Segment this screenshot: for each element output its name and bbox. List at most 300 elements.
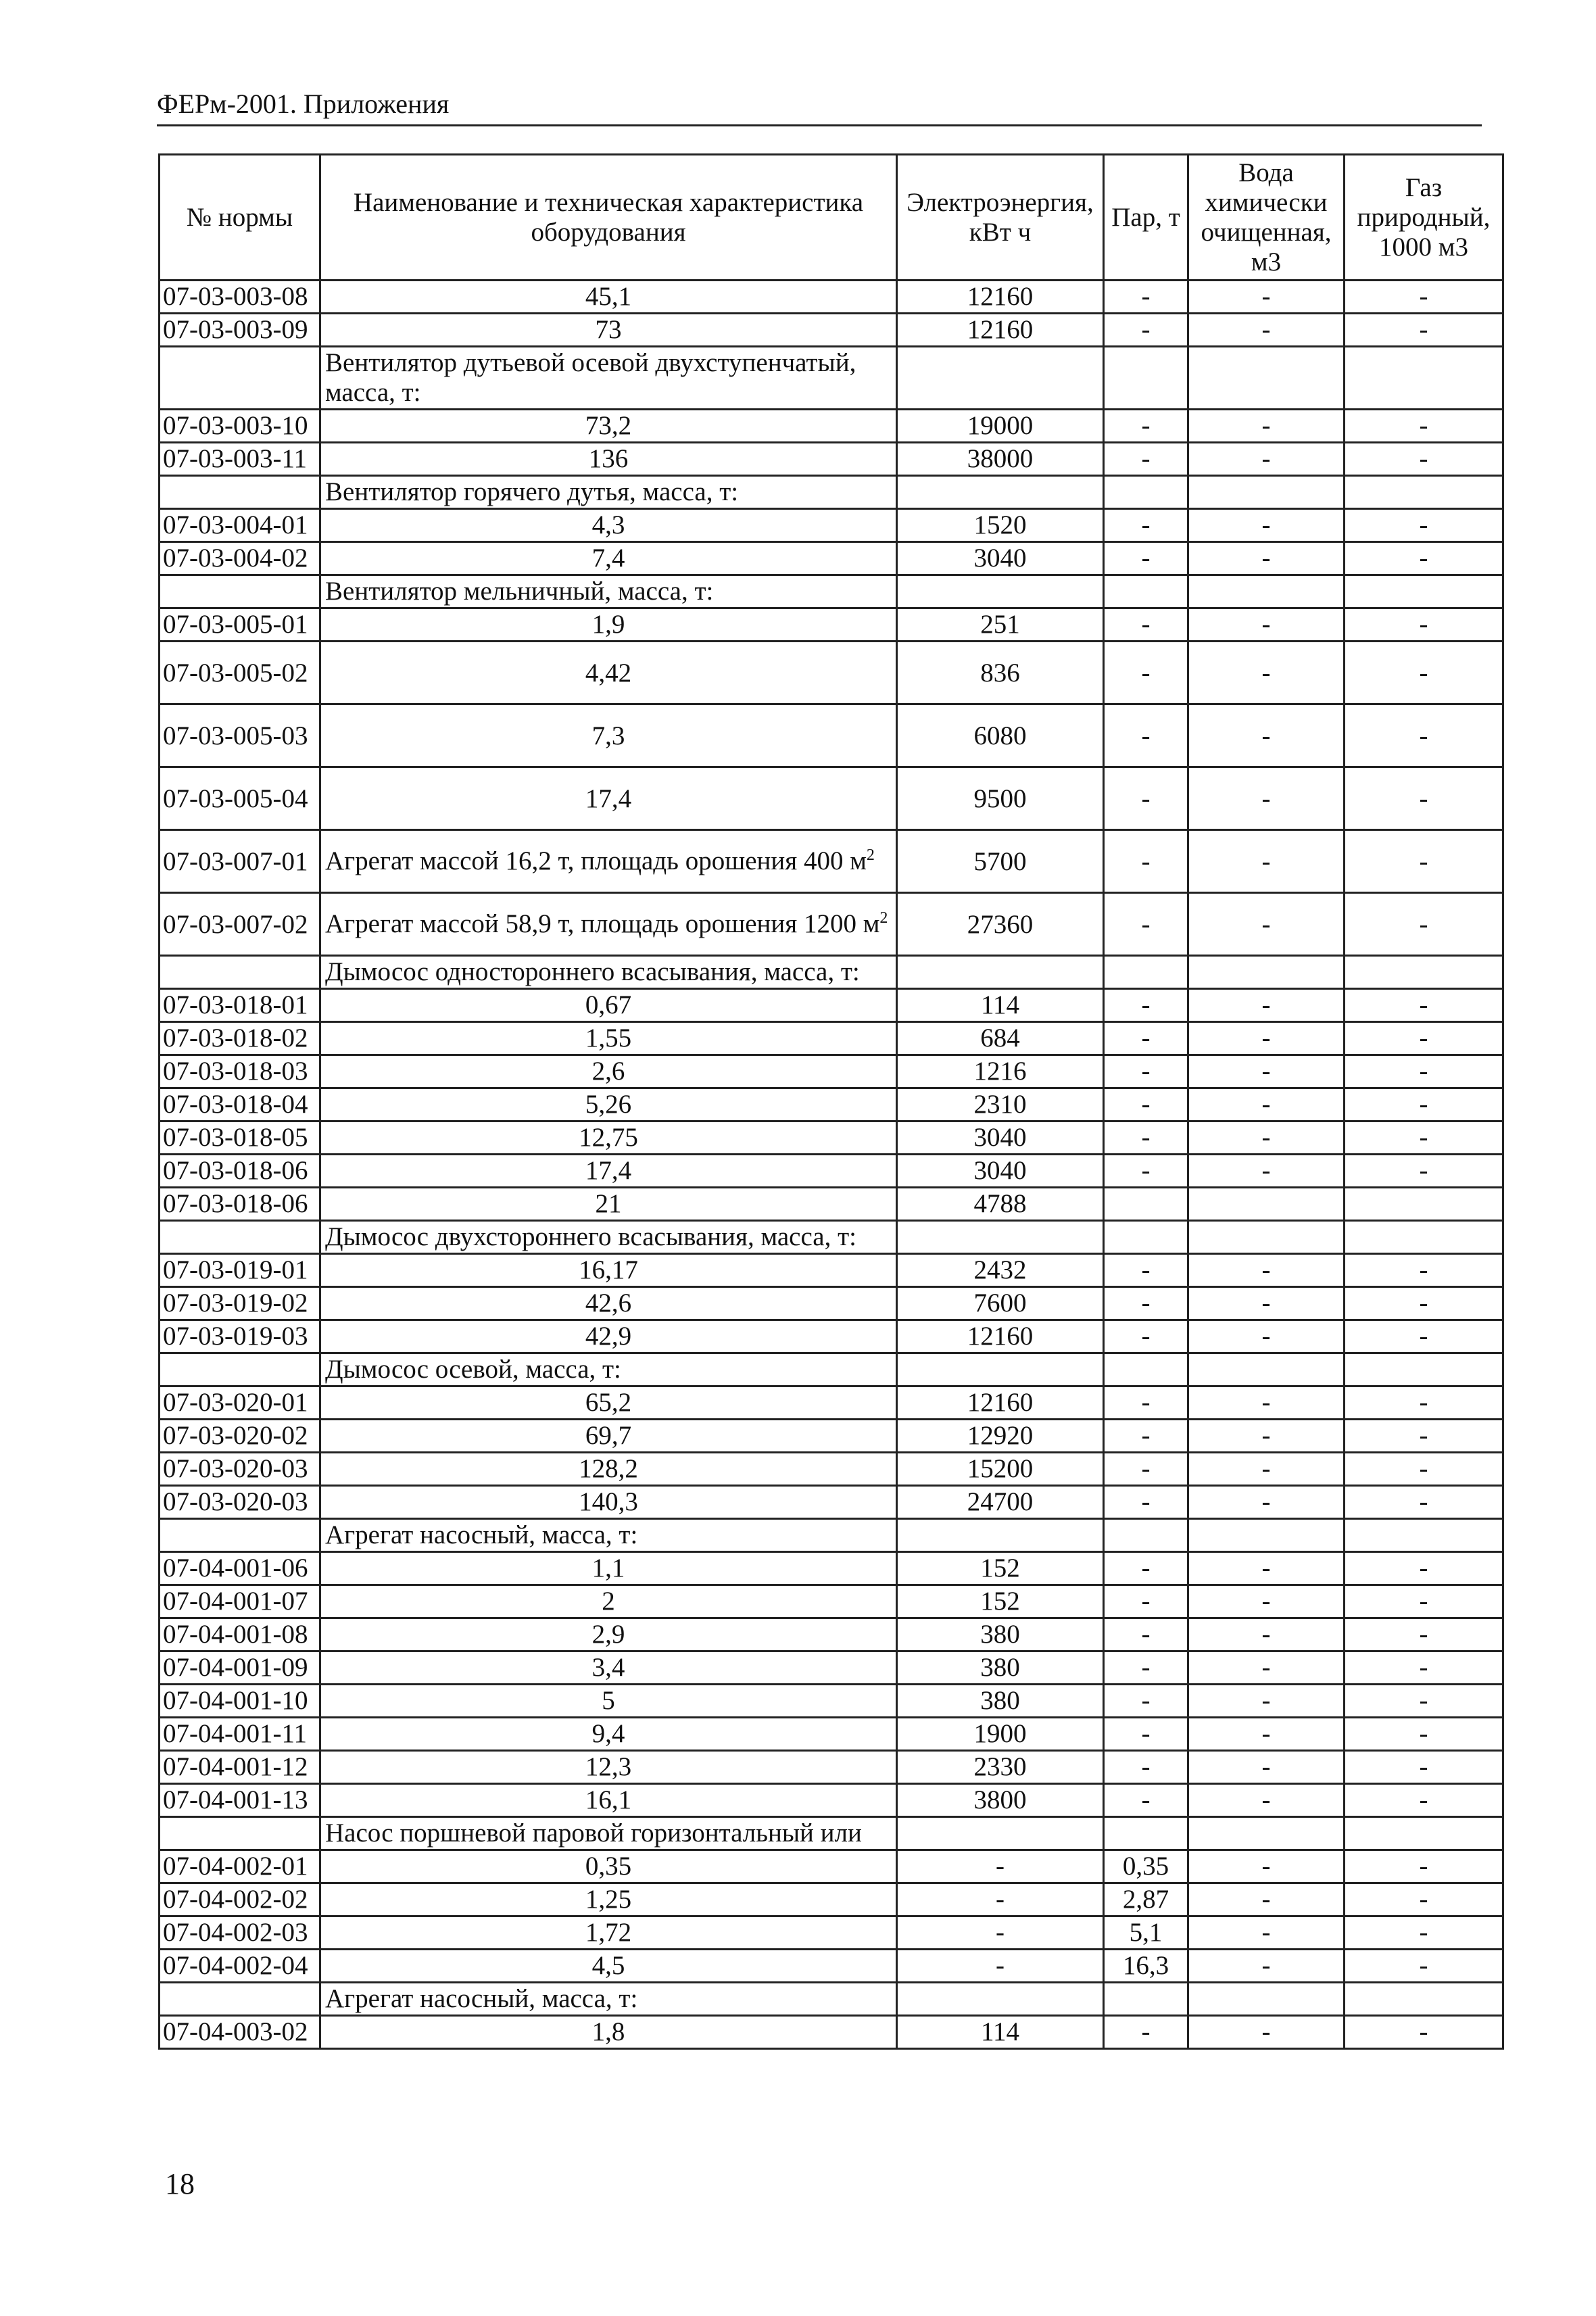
row-water: - — [1188, 767, 1345, 830]
row-steam-empty — [1104, 476, 1188, 509]
row-electricity: 1520 — [897, 509, 1104, 542]
row-gas: - — [1345, 1950, 1503, 1983]
row-code: 07-03-004-01 — [160, 509, 320, 542]
row-water: - — [1188, 542, 1345, 575]
row-parameter: 73 — [320, 314, 897, 347]
row-code-empty — [160, 1353, 320, 1386]
row-gas-empty — [1345, 1519, 1503, 1552]
row-parameter: 45,1 — [320, 281, 897, 314]
row-gas-empty — [1345, 347, 1503, 410]
row-parameter: 2,6 — [320, 1055, 897, 1088]
row-gas-empty — [1345, 956, 1503, 989]
row-electricity: 7600 — [897, 1287, 1104, 1320]
group-header-row — [160, 347, 1503, 410]
row-steam: - — [1104, 1651, 1188, 1685]
row-steam: 16,3 — [1104, 1950, 1188, 1983]
row-code: 07-03-018-04 — [160, 1088, 320, 1121]
row-water-empty — [1188, 1817, 1345, 1850]
table-row — [160, 1287, 1503, 1320]
row-code: 07-04-001-09 — [160, 1651, 320, 1685]
row-steam: - — [1104, 1088, 1188, 1121]
row-water: - — [1188, 989, 1345, 1022]
page-number: 18 — [165, 2167, 195, 2200]
row-water: - — [1188, 1254, 1345, 1287]
row-water: - — [1188, 443, 1345, 476]
row-electricity: 9500 — [897, 767, 1104, 830]
row-water: - — [1188, 1055, 1345, 1088]
row-code-empty — [160, 1983, 320, 2016]
group-header-row — [160, 956, 1503, 989]
row-steam: 2,87 — [1104, 1883, 1188, 1916]
row-code: 07-04-001-10 — [160, 1685, 320, 1718]
row-steam-empty — [1104, 956, 1188, 989]
row-gas-empty — [1345, 1817, 1503, 1850]
row-code: 07-03-003-08 — [160, 281, 320, 314]
row-electricity-empty — [897, 476, 1104, 509]
group-header-row — [160, 1221, 1503, 1254]
row-code: 07-03-018-03 — [160, 1055, 320, 1088]
row-steam: - — [1104, 608, 1188, 642]
group-label: Агрегат насосный, масса, т: — [320, 1983, 897, 2016]
row-steam: - — [1104, 1552, 1188, 1585]
row-code: 07-04-001-06 — [160, 1552, 320, 1585]
row-electricity: 15200 — [897, 1453, 1104, 1486]
table-row — [160, 608, 1503, 642]
table-row — [160, 767, 1503, 830]
row-steam: - — [1104, 542, 1188, 575]
row-electricity: 251 — [897, 608, 1104, 642]
row-gas: - — [1345, 704, 1503, 767]
row-code: 07-03-018-05 — [160, 1121, 320, 1155]
row-water: - — [1188, 1618, 1345, 1651]
row-electricity: - — [897, 1850, 1104, 1883]
row-electricity: 27360 — [897, 893, 1104, 956]
row-electricity: 38000 — [897, 443, 1104, 476]
row-steam: - — [1104, 1386, 1188, 1420]
row-gas-empty — [1345, 1353, 1503, 1386]
row-electricity-empty — [897, 1817, 1104, 1850]
group-label: Дымосос одностороннего всасывания, масса, т: — [320, 956, 897, 989]
row-water-empty — [1188, 347, 1345, 410]
group-label: Вентилятор дутьевой осевой двухступенчатый, масса, т: — [320, 347, 897, 410]
table-row — [160, 2016, 1503, 2049]
table-row — [160, 410, 1503, 443]
row-gas: - — [1345, 1022, 1503, 1055]
row-electricity-empty — [897, 956, 1104, 989]
table-row — [160, 1386, 1503, 1420]
row-water-empty — [1188, 956, 1345, 989]
row-water: - — [1188, 509, 1345, 542]
group-label: Агрегат насосный, масса, т: — [320, 1519, 897, 1552]
col-header-water — [1188, 155, 1345, 281]
row-steam: - — [1104, 1022, 1188, 1055]
row-electricity: 6080 — [897, 704, 1104, 767]
row-electricity: 380 — [897, 1685, 1104, 1718]
row-water: - — [1188, 1585, 1345, 1618]
row-gas: - — [1345, 1784, 1503, 1817]
row-parameter: 4,5 — [320, 1950, 897, 1983]
row-water: - — [1188, 608, 1345, 642]
row-electricity: - — [897, 1916, 1104, 1950]
table-row — [160, 1022, 1503, 1055]
row-parameter: 21 — [320, 1188, 897, 1221]
row-code: 07-03-018-06 — [160, 1188, 320, 1221]
row-electricity-empty — [897, 347, 1104, 410]
row-parameter: 2,9 — [320, 1618, 897, 1651]
row-parameter: 7,3 — [320, 704, 897, 767]
row-gas: - — [1345, 1850, 1503, 1883]
table-row — [160, 1486, 1503, 1519]
row-gas: - — [1345, 642, 1503, 704]
row-code: 07-03-019-02 — [160, 1287, 320, 1320]
row-water: - — [1188, 1751, 1345, 1784]
row-electricity: 1216 — [897, 1055, 1104, 1088]
row-electricity: 152 — [897, 1585, 1104, 1618]
table-row — [160, 1420, 1503, 1453]
table-row — [160, 1850, 1503, 1883]
row-parameter: 7,4 — [320, 542, 897, 575]
group-label: Насос поршневой паровой горизонтальный или — [320, 1817, 897, 1850]
row-code: 07-03-003-11 — [160, 443, 320, 476]
row-gas: - — [1345, 1751, 1503, 1784]
row-parameter: 4,3 — [320, 509, 897, 542]
row-gas: - — [1345, 1718, 1503, 1751]
col-header-electricity: Электроэнергия, кВт ч — [897, 155, 1104, 281]
row-water: - — [1188, 1850, 1345, 1883]
row-water: - — [1188, 1883, 1345, 1916]
row-steam: - — [1104, 893, 1188, 956]
table-row — [160, 1453, 1503, 1486]
row-code: 07-03-018-06 — [160, 1155, 320, 1188]
row-parameter: 0,67 — [320, 989, 897, 1022]
row-parameter: 1,1 — [320, 1552, 897, 1585]
row-steam-empty — [1104, 1221, 1188, 1254]
table-row — [160, 1155, 1503, 1188]
table-row — [160, 1121, 1503, 1155]
table-row — [160, 1188, 1503, 1221]
row-steam: - — [1104, 443, 1188, 476]
row-electricity: 152 — [897, 1552, 1104, 1585]
row-electricity-empty — [897, 1353, 1104, 1386]
row-water: - — [1188, 1287, 1345, 1320]
row-gas: - — [1345, 1453, 1503, 1486]
table-row — [160, 1088, 1503, 1121]
row-steam: - — [1104, 1784, 1188, 1817]
row-code-empty — [160, 1817, 320, 1850]
row-code-empty — [160, 575, 320, 608]
row-water-empty — [1188, 1983, 1345, 2016]
row-code: 07-03-005-03 — [160, 704, 320, 767]
row-steam: - — [1104, 1453, 1188, 1486]
row-steam: - — [1104, 642, 1188, 704]
row-code: 07-04-002-03 — [160, 1916, 320, 1950]
row-electricity: 12160 — [897, 1386, 1104, 1420]
row-water: - — [1188, 1916, 1345, 1950]
row-code: 07-03-007-02 — [160, 893, 320, 956]
row-water: - — [1188, 2016, 1345, 2049]
row-gas: - — [1345, 1320, 1503, 1353]
row-description-sup: 2 — [879, 909, 888, 927]
table-row — [160, 509, 1503, 542]
row-gas: - — [1345, 1155, 1503, 1188]
row-gas: - — [1345, 830, 1503, 893]
row-code-empty — [160, 1221, 320, 1254]
row-code: 07-04-001-11 — [160, 1718, 320, 1751]
col-header-steam: Пар, т — [1104, 155, 1188, 281]
row-steam-empty — [1104, 1817, 1188, 1850]
row-electricity: 2432 — [897, 1254, 1104, 1287]
row-gas: - — [1345, 1386, 1503, 1420]
row-parameter: 1,25 — [320, 1883, 897, 1916]
table-row — [160, 1055, 1503, 1088]
row-parameter: 69,7 — [320, 1420, 897, 1453]
row-steam: - — [1104, 1055, 1188, 1088]
row-electricity: 24700 — [897, 1486, 1104, 1519]
row-parameter: 1,55 — [320, 1022, 897, 1055]
group-label: Вентилятор горячего дутья, масса, т: — [320, 476, 897, 509]
table-row — [160, 314, 1503, 347]
row-code: 07-03-005-04 — [160, 767, 320, 830]
col-header-water-label: Вода химически очищенная, м3 — [1201, 158, 1332, 276]
row-gas: - — [1345, 1055, 1503, 1088]
row-code: 07-04-001-08 — [160, 1618, 320, 1651]
row-steam: - — [1104, 1618, 1188, 1651]
row-gas: - — [1345, 1685, 1503, 1718]
row-code: 07-04-003-02 — [160, 2016, 320, 2049]
row-water: - — [1188, 893, 1345, 956]
row-gas-empty — [1345, 1983, 1503, 2016]
row-code: 07-03-020-03 — [160, 1453, 320, 1486]
table-row — [160, 704, 1503, 767]
row-steam: 0,35 — [1104, 1850, 1188, 1883]
row-gas-empty — [1345, 476, 1503, 509]
row-water: - — [1188, 1386, 1345, 1420]
row-water: - — [1188, 1950, 1345, 1983]
row-gas: - — [1345, 314, 1503, 347]
row-parameter: 42,9 — [320, 1320, 897, 1353]
row-code: 07-03-003-10 — [160, 410, 320, 443]
row-steam-empty — [1104, 1983, 1188, 2016]
row-gas: - — [1345, 443, 1503, 476]
row-gas: - — [1345, 1618, 1503, 1651]
row-code: 07-04-002-04 — [160, 1950, 320, 1983]
row-gas: - — [1345, 509, 1503, 542]
row-gas-empty — [1345, 1221, 1503, 1254]
row-electricity: 3040 — [897, 1155, 1104, 1188]
row-description-sup: 2 — [866, 846, 875, 864]
row-water: - — [1188, 642, 1345, 704]
group-header-row — [160, 575, 1503, 608]
row-electricity: 380 — [897, 1618, 1104, 1651]
row-steam: - — [1104, 410, 1188, 443]
group-header-row — [160, 476, 1503, 509]
row-code: 07-03-019-03 — [160, 1320, 320, 1353]
row-water-empty — [1188, 1353, 1345, 1386]
row-steam-empty — [1104, 1519, 1188, 1552]
group-header-row — [160, 1817, 1503, 1850]
row-code-empty — [160, 956, 320, 989]
row-parameter: 140,3 — [320, 1486, 897, 1519]
table-row — [160, 1685, 1503, 1718]
row-steam: - — [1104, 704, 1188, 767]
row-code: 07-04-001-07 — [160, 1585, 320, 1618]
table-header-row — [160, 155, 1503, 281]
row-electricity: 12920 — [897, 1420, 1104, 1453]
row-steam: - — [1104, 989, 1188, 1022]
row-water: - — [1188, 1420, 1345, 1453]
row-electricity: 114 — [897, 989, 1104, 1022]
row-gas: - — [1345, 1651, 1503, 1685]
table-row — [160, 1552, 1503, 1585]
table-row — [160, 1254, 1503, 1287]
col-header-code: № нормы — [160, 155, 320, 281]
row-steam: - — [1104, 1155, 1188, 1188]
row-gas: - — [1345, 1420, 1503, 1453]
row-parameter: 1,9 — [320, 608, 897, 642]
row-gas: - — [1345, 893, 1503, 956]
row-steam — [1104, 1188, 1188, 1221]
row-water-empty — [1188, 476, 1345, 509]
row-code: 07-04-002-02 — [160, 1883, 320, 1916]
row-parameter: 65,2 — [320, 1386, 897, 1420]
row-steam: - — [1104, 1320, 1188, 1353]
table-row — [160, 1585, 1503, 1618]
row-description-text: Агрегат массой 16,2 т, площадь орошения 400 м — [325, 846, 867, 875]
row-steam: - — [1104, 1486, 1188, 1519]
row-code: 07-03-007-01 — [160, 830, 320, 893]
equipment-resources-table — [158, 153, 1504, 2050]
row-water: - — [1188, 704, 1345, 767]
group-header-row — [160, 1983, 1503, 2016]
row-steam: - — [1104, 830, 1188, 893]
row-gas: - — [1345, 1486, 1503, 1519]
row-steam: - — [1104, 2016, 1188, 2049]
row-electricity: 12160 — [897, 314, 1104, 347]
group-header-row — [160, 1519, 1503, 1552]
row-water: - — [1188, 1121, 1345, 1155]
row-steam-empty — [1104, 347, 1188, 410]
row-parameter: 2 — [320, 1585, 897, 1618]
row-electricity: - — [897, 1883, 1104, 1916]
row-steam: - — [1104, 767, 1188, 830]
row-electricity: 3040 — [897, 1121, 1104, 1155]
row-steam: - — [1104, 1718, 1188, 1751]
row-code: 07-03-004-02 — [160, 542, 320, 575]
group-label: Вентилятор мельничный, масса, т: — [320, 575, 897, 608]
row-gas: - — [1345, 2016, 1503, 2049]
row-electricity: 5700 — [897, 830, 1104, 893]
row-parameter: 17,4 — [320, 767, 897, 830]
row-gas: - — [1345, 1552, 1503, 1585]
table-row — [160, 1883, 1503, 1916]
row-gas-empty — [1345, 575, 1503, 608]
row-water: - — [1188, 1784, 1345, 1817]
row-electricity: 19000 — [897, 410, 1104, 443]
table-row — [160, 989, 1503, 1022]
group-label: Дымосос двухстороннего всасывания, масса, т: — [320, 1221, 897, 1254]
row-parameter: 9,4 — [320, 1718, 897, 1751]
table-row — [160, 1950, 1503, 1983]
row-water: - — [1188, 1552, 1345, 1585]
col-header-gas — [1345, 155, 1503, 281]
row-water: - — [1188, 410, 1345, 443]
row-parameter: 42,6 — [320, 1287, 897, 1320]
header-title: ФЕРм-2001. Приложения — [157, 89, 450, 119]
table-row — [160, 281, 1503, 314]
row-water: - — [1188, 1320, 1345, 1353]
row-gas: - — [1345, 281, 1503, 314]
row-water-empty — [1188, 575, 1345, 608]
table-row — [160, 1651, 1503, 1685]
row-water: - — [1188, 830, 1345, 893]
table-row — [160, 1751, 1503, 1784]
row-code: 07-03-020-02 — [160, 1420, 320, 1453]
row-code: 07-03-019-01 — [160, 1254, 320, 1287]
row-parameter: 73,2 — [320, 410, 897, 443]
row-electricity: 2330 — [897, 1751, 1104, 1784]
row-electricity: 2310 — [897, 1088, 1104, 1121]
table-row — [160, 443, 1503, 476]
row-water: - — [1188, 281, 1345, 314]
table-row — [160, 893, 1503, 956]
row-code: 07-03-018-01 — [160, 989, 320, 1022]
row-parameter: 136 — [320, 443, 897, 476]
row-electricity: 3040 — [897, 542, 1104, 575]
row-water: - — [1188, 314, 1345, 347]
row-code-empty — [160, 347, 320, 410]
row-water: - — [1188, 1718, 1345, 1751]
row-electricity-empty — [897, 1221, 1104, 1254]
row-steam: - — [1104, 1751, 1188, 1784]
row-steam-empty — [1104, 1353, 1188, 1386]
row-parameter: 12,75 — [320, 1121, 897, 1155]
row-code: 07-03-005-01 — [160, 608, 320, 642]
row-gas: - — [1345, 767, 1503, 830]
row-parameter: 5,26 — [320, 1088, 897, 1121]
group-label: Дымосос осевой, масса, т: — [320, 1353, 897, 1386]
row-electricity: 3800 — [897, 1784, 1104, 1817]
group-header-row — [160, 1353, 1503, 1386]
row-gas: - — [1345, 1254, 1503, 1287]
table-row — [160, 542, 1503, 575]
row-electricity: 836 — [897, 642, 1104, 704]
col-header-gas-label: Газ природный, 1000 м3 — [1357, 172, 1491, 262]
row-water: - — [1188, 1022, 1345, 1055]
row-parameter: 128,2 — [320, 1453, 897, 1486]
row-gas: - — [1345, 1287, 1503, 1320]
row-electricity-empty — [897, 575, 1104, 608]
row-gas: - — [1345, 1883, 1503, 1916]
row-steam: - — [1104, 1287, 1188, 1320]
table-row — [160, 1618, 1503, 1651]
row-gas: - — [1345, 1585, 1503, 1618]
row-description — [320, 830, 897, 893]
row-steam: - — [1104, 1585, 1188, 1618]
row-gas — [1345, 1188, 1503, 1221]
row-gas: - — [1345, 1088, 1503, 1121]
row-parameter: 1,72 — [320, 1916, 897, 1950]
row-code-empty — [160, 1519, 320, 1552]
row-steam: - — [1104, 1121, 1188, 1155]
row-parameter: 3,4 — [320, 1651, 897, 1685]
row-parameter: 16,17 — [320, 1254, 897, 1287]
row-water: - — [1188, 1685, 1345, 1718]
row-electricity-empty — [897, 1519, 1104, 1552]
row-electricity: 4788 — [897, 1188, 1104, 1221]
table-row — [160, 1718, 1503, 1751]
row-electricity: - — [897, 1950, 1104, 1983]
row-gas: - — [1345, 410, 1503, 443]
